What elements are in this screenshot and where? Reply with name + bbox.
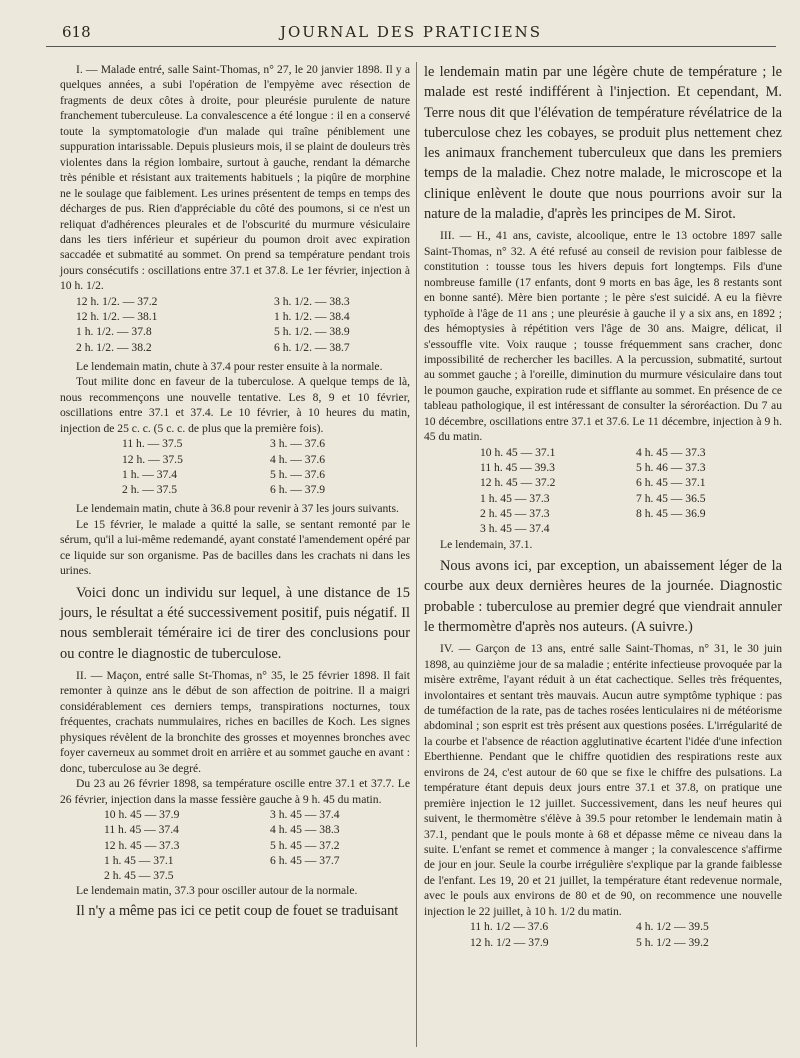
- case-3-paragraph: III. — H., 41 ans, caviste, alcoolique, entre le 13 octobre 1897 salle Saint-Thomas, n° 32. A été refusé au conseil de revision pour faiblesse de constitution : tousse tous les hivers depuis fort longtemps. Fils d'une nombreuse famille (17 enfants, dont 9 morts en bas âge, les 8 restants sont en bonne santé). Mère bien portante ; le père s'est suicidé. A eu la fièvre typhoïde à l'âge de 11 ans ; une pleurésie à gauche il y a six ans, en 1892 ; des hémoptysies à répétition vers l'âge de 30 ans. Maigre, délicat, il s'essouffle vite. Voix rauque ; tousse fréquemment sans cracher, donc impossibilité de rechercher les bacilles. A la percussion, submatité, surtout au sommet gauche ; à l'oreille, diminution du murmure vésiculaire dans tout le poumon gauche, expiration rude et sifflante au sommet. En présence de ce tableau pathologique, il est intéressant de consulter la séroréaction. Du 7 au 10 décembre, oscillations entre 37.1 et 37.6. Le 11 décembre, injection à 9 h. 45 du matin.: [424, 229, 782, 444]
- paragraph-milite: Tout milite donc en faveur de la tuberculose. A quelque temps de là, nous recommençons une nouvelle tentative. Les 8, 9 et 10 février, oscillations entre 37.1 et 37.4. Le 10 février, à 10 heures du matin, injection de 25 c. c. (5 c. c. de plus que la première fois).: [60, 375, 410, 435]
- table-row: 1 h. 1/2. — 37.8 5 h. 1/2. — 38.9: [76, 325, 350, 339]
- table-row: 10 h. 45 — 37.9 3 h. 45 — 37.4: [104, 807, 340, 821]
- case-2-paragraph: II. — Maçon, entré salle St-Thomas, n° 35, le 25 février 1898. Il fait remonter à quinze ans le début de son affection de poitrine. Il a maigri considérablement ces derniers temps, transpirations nocturnes, toux fréquentes, crachats nummulaires, riches en bacilles de Koch. Les signes physiques révèlent de la bronchite des grosses et moyennes bronches avec foyer caverneux au sommet droit en arrière et au sommet gauche en avant : donc, tuberculose au 3e degré.: [60, 668, 410, 775]
- case-4-paragraph: IV. — Garçon de 13 ans, entré salle Saint-Thomas, n° 31, le 30 juin 1898, au quinzième jour de sa maladie ; entérite infectieuse provoquée par la misère extrême, l'ayant réduit à un état cachectique. Selles très fréquentes, involontaires et sentant très mauvais. Aucun autre symptôme typhique : pas de tuméfaction de la rate, pas de taches rosées lenticulaires ni de météorisme abdominal ; son esprit est très présent aux questions posées. L'irrégularité de la courbe et l'absence de réaction agglutinative écartent l'idée d'une infection Eberthienne. Pendant que le chiffre quotidien des respirations reste aux environs de 24, c'est autour de 60 que se fixe le chiffre des pulsations. La température étant depuis deux jours entre 37.1 et 37.8, on pratique une première injection le 12 juillet. Successivement, dans les neuf heures qui suivent, le thermomètre s'élève à 39.5 pour retomber le lendemain matin à 37.1, pendant que le pouls monte à 68 et dépasse même ce niveau dans la suite. L'enfant se remet et commence à manger ; la convalescence s'affirme de jour en jour. Seule la courbe irrégulière s'explique par la grande faiblesse de l'enfant. Les 19, 20 et 21 juillet, la température étant redevenue normale, avec le pouls aux environs de 80 et de 90, on recommence une nouvelle injection le 22 juillet, à 10 h. 1/2 du matin.: [424, 642, 782, 918]
- journal-title: JOURNAL DES PRATICIENS: [279, 23, 543, 41]
- table-row: 1 h. 45 — 37.1 6 h. 45 — 37.7: [104, 853, 340, 867]
- left-column: [60, 62, 410, 921]
- table-row: 12 h. 45 — 37.3 5 h. 45 — 37.2: [104, 838, 340, 852]
- table-row: 12 h. 45 — 37.2 6 h. 45 — 37.1: [480, 476, 706, 490]
- table-row: 1 h. — 37.4 5 h. — 37.6: [122, 467, 326, 481]
- temperature-table-3: [104, 807, 340, 883]
- temperature-table-4: [480, 445, 706, 537]
- paragraph-voici: Voici donc un individu sur lequel, à une distance de 15 jours, le résultat a été successivement positif, puis négatif. Il nous semblerait téméraire ici de tirer des conclusions pour ou contre le diagnostic de tuberculose.: [60, 584, 410, 662]
- table-row: 12 h. 1/2 — 37.9 5 h. 1/2 — 39.2: [470, 935, 709, 949]
- case-2-after: Le lendemain matin, 37.3 pour osciller autour de la normale.: [76, 884, 358, 898]
- table-row: 11 h. — 37.5 3 h. — 37.6: [122, 437, 326, 451]
- case-1-paragraph: I. — Malade entré, salle Saint-Thomas, n° 27, le 20 janvier 1898. Il y a quelques années, a subi l'opération de l'empyème avec résection de fragments de deux côtes à droite, pour pleurésie purulente de nature franchement tuberculeuse. La convalescence a été longue : il en a conservé toute la symptomatologie d'un malade qui traîne péniblement une suppuration intarissable. Depuis plusieurs mois, il se plaint de douleurs très violentes dans la région lombaire, surtout à gauche, rendant la démarche très pénible et résistant aux traitements habituels ; la piqûre de morphine ne le soulage que faiblement. Les urines présentent de temps en temps des décharges de pus. Rien d'appréciable du côté des poumons, si ce n'est un reliquat d'adhérences pleurales et de l'obscurité du murmure vésiculaire dans les tiers inférieur et supérieur du poumon droit avec expiration saccadée et submatité au sommet. On prend sa température pendant trois jours consécutifs : oscillations entre 37.1 et 37.8. Le 1er février, injection à 10 h. 1/2.: [60, 63, 410, 293]
- page-number: 618: [62, 23, 91, 41]
- case-1-after-2: Le lendemain matin, chute à 36.8 pour revenir à 37 les jours suivants.: [76, 502, 399, 516]
- case-2-continued: le lendemain matin par une légère chute de température ; le malade est resté indifférent à l'injection. Et cependant, M. Terre nous dit que l'élévation de température révélatrice de la tuberculose chez les cobayes, se produit plus nettement chez les animaux franchement tuberculeux que dans les premiers temps de la maladie. Chez notre malade, le microscope et la clinique enlèvent le doute que nous pourrions avoir sur la nature de la maladie, d'après les principes de M. Sirot.: [424, 64, 782, 223]
- table-row: 2 h. — 37.5 6 h. — 37.9: [122, 483, 326, 497]
- column-divider: [416, 62, 417, 1047]
- table-row: 11 h. 45 — 39.3 5 h. 46 — 37.3: [480, 461, 706, 475]
- paragraph-15-fevrier: Le 15 février, le malade a quitté la salle, se sentant remonté par le sérum, qu'il a lui-même redemandé, ayant constaté l'amendement opéré par ce liquide sur son organisme. Pas de bacilles dans les crachats ni dans les urines.: [60, 517, 410, 578]
- table-row: 2 h. 1/2. — 38.2 6 h. 1/2. — 38.7: [76, 340, 350, 354]
- table-row: 12 h. 1/2. — 37.2 3 h. 1/2. — 38.3: [76, 294, 350, 308]
- table-row: 3 h. 45 — 37.4: [480, 522, 550, 536]
- left-last-line: Il n'y a même pas ici ce petit coup de fouet se traduisant: [76, 902, 399, 919]
- table-row: 12 h. — 37.5 4 h. — 37.6: [122, 452, 326, 466]
- temperature-table-5: [470, 919, 709, 950]
- temperature-table-1: [76, 294, 350, 355]
- table-row: 11 h. 45 — 37.4 4 h. 45 — 38.3: [104, 823, 340, 837]
- table-row: 2 h. 45 — 37.3 8 h. 45 — 36.9: [480, 506, 706, 520]
- case-1-after: Le lendemain matin, chute à 37.4 pour rester ensuite à la normale.: [76, 359, 383, 373]
- table-row: 12 h. 1/2. — 38.1 1 h. 1/2. — 38.4: [76, 310, 350, 324]
- paragraph-23-fevrier: Du 23 au 26 février 1898, sa température oscille entre 37.1 et 37.7. Le 26 février, injection dans la masse fessière gauche à 9 h. 45 du matin.: [60, 777, 410, 806]
- case-3-after: Le lendemain, 37.1.: [440, 537, 533, 551]
- right-column: [424, 62, 782, 950]
- table-row: 11 h. 1/2 — 37.6 4 h. 1/2 — 39.5: [470, 920, 709, 934]
- paragraph-exception: Nous avons ici, par exception, un abaissement léger de la courbe aux deux dernières heures de la journée. Diagnostic probable : tuberculose au premier degré que viendrait annuler le thermomètre d'après nos auteurs. (A suivre.): [424, 557, 782, 635]
- table-row: 2 h. 45 — 37.5: [104, 869, 174, 883]
- table-row: 1 h. 45 — 37.3 7 h. 45 — 36.5: [480, 491, 706, 505]
- temperature-table-2: [122, 436, 325, 497]
- table-row: 10 h. 45 — 37.1 4 h. 45 — 37.3: [480, 445, 706, 459]
- page-header: [46, 20, 776, 47]
